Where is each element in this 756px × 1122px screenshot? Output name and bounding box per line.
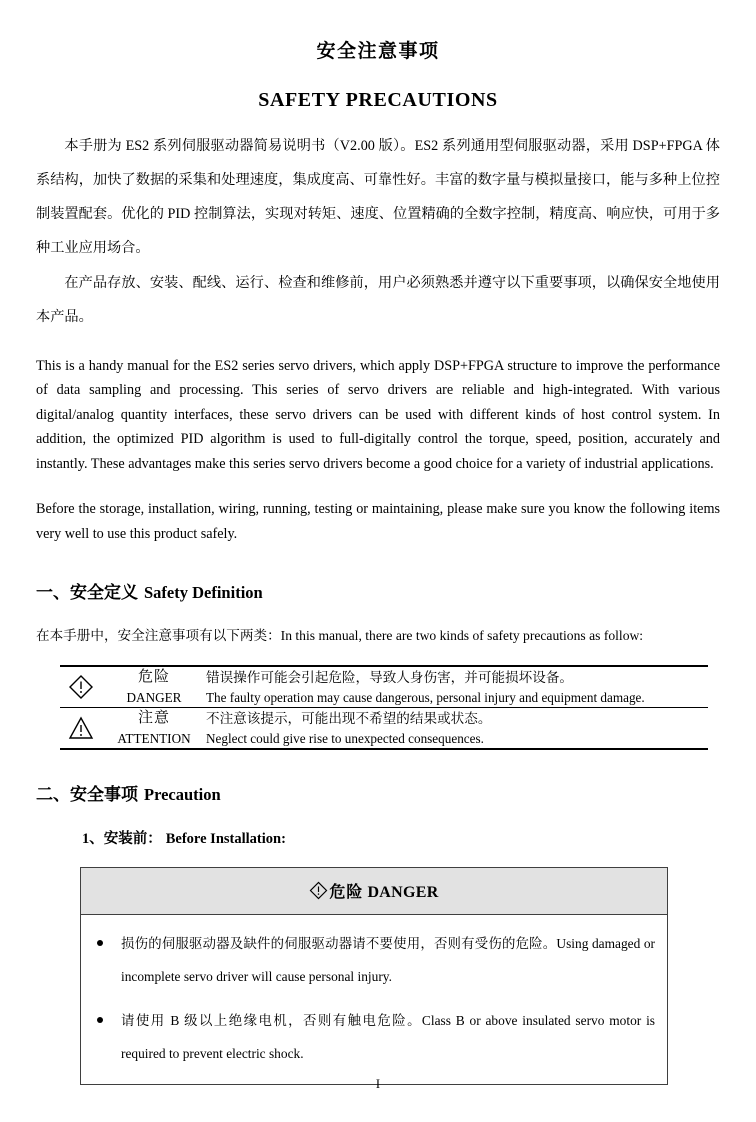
precaution-heading-chinese: 二、安全事项: [36, 784, 138, 804]
table-row: [60, 666, 708, 708]
attention-word-chinese: 注意: [137, 709, 170, 726]
attention-word-english: ATTENTION: [117, 730, 191, 746]
section-heading-precaution: [36, 784, 720, 806]
bullet-dot-icon: [97, 940, 103, 946]
intro-paragraph-chinese-1: 本手册为 ES2 系列伺服驱动器简易说明书（V2.00 版）。ES2 系列通用型伺服驱动器，采用 DSP+FPGA 体系结构，加快了数据的采集和处理速度，集成度高、可靠性好。丰富的数字量与模拟量接口，能与多种上位控制装置配套。优化的 PID 控制算法，实现对转矩、速度、位置精确的全数字控制，精度高、响应快，可用于多种工业应用场合。: [36, 137, 720, 256]
page-title-english: SAFETY PRECAUTIONS: [258, 88, 498, 111]
subheading-english: Before Installation:: [165, 830, 286, 847]
list-item: [91, 927, 655, 993]
intro-paragraph-chinese-2: 在产品存放、安装、配线、运行、检查和维修前，用户必须熟悉并遵守以下重要事项，以确保安全地使用本产品。: [36, 274, 720, 325]
danger-callout-box: [80, 867, 668, 1085]
page-number-footer: I: [375, 1077, 381, 1091]
list-item-text: 请使用 B 级以上绝缘电机，否则有触电危险。Class B or above insulated servo motor is required to prevent electric shock.: [121, 1012, 655, 1061]
safety-definition-table: [60, 665, 708, 750]
section-heading-english: Safety Definition: [144, 583, 263, 603]
list-item-text: 损伤的伺服驱动器及缺件的伺服驱动器请不要使用，否则有受伤的危险。Using damaged or incomplete servo driver will cause personal injury.: [121, 935, 655, 984]
page-content: [36, 0, 720, 1085]
attention-description-english: Neglect could give rise to unexpected consequences.: [206, 730, 484, 746]
danger-callout-header-english: DANGER: [367, 883, 439, 901]
page-title-chinese: 安全注意事项: [316, 41, 440, 62]
danger-word-english: DANGER: [126, 689, 182, 705]
diamond-exclamation-icon: [68, 674, 94, 700]
danger-word-cell: [102, 666, 206, 708]
precaution-heading-english: Precaution: [144, 784, 221, 804]
danger-icon-cell: [60, 666, 102, 708]
list-item: [91, 1004, 655, 1070]
triangle-exclamation-icon: [68, 715, 94, 741]
danger-description-english: The faulty operation may cause dangerous, personal injury and equipment damage.: [206, 689, 645, 705]
danger-callout-header: [81, 868, 667, 915]
intro-paragraph-english-2: Before the storage, installation, wiring, running, testing or maintaining, please make sure you know the following items very well to use this product safely.: [36, 501, 720, 542]
attention-icon-cell: [60, 707, 102, 749]
danger-description-cell: [206, 666, 708, 708]
attention-word-cell: [102, 707, 206, 749]
subheading-before-installation: [36, 830, 720, 849]
danger-callout-header-chinese: 危险: [329, 883, 364, 901]
diamond-exclamation-icon: [309, 881, 328, 900]
attention-description-cell: [206, 707, 708, 749]
bullet-dot-icon: [97, 1017, 103, 1023]
danger-word-chinese: 危险: [137, 668, 170, 685]
subheading-chinese: 1、安装前：: [82, 830, 162, 847]
section-heading-safety-definition: [36, 582, 720, 604]
attention-description-chinese: 不注意该提示，可能出现不希望的结果或状态。: [206, 710, 492, 726]
table-row: [60, 707, 708, 749]
danger-description-chinese: 错误操作可能会引起危险，导致人身伤害，并可能损坏设备。: [206, 669, 574, 685]
safety-definition-intro-line: 在本手册中，安全注意事项有以下两类：In this manual, there are two kinds of safety precautions as follow:: [36, 628, 644, 644]
section-heading-chinese: 一、安全定义: [36, 583, 138, 603]
danger-callout-body: [81, 915, 667, 1084]
intro-paragraph-english-1: This is a handy manual for the ES2 series servo drivers, which apply DSP+FPGA structure to improve the performance of data sampling and processing. This series of servo drivers are reliable and high-integrated. With various digital/analog quantity interfaces, these servo drivers can be used with different kinds of host control system. In addition, the optimized PID algorithm is used to full-digitally control the torque, speed, position, accurately and instantly. These advantages make this series servo drivers become a good choice for a variety of industrial applications.: [36, 357, 720, 472]
